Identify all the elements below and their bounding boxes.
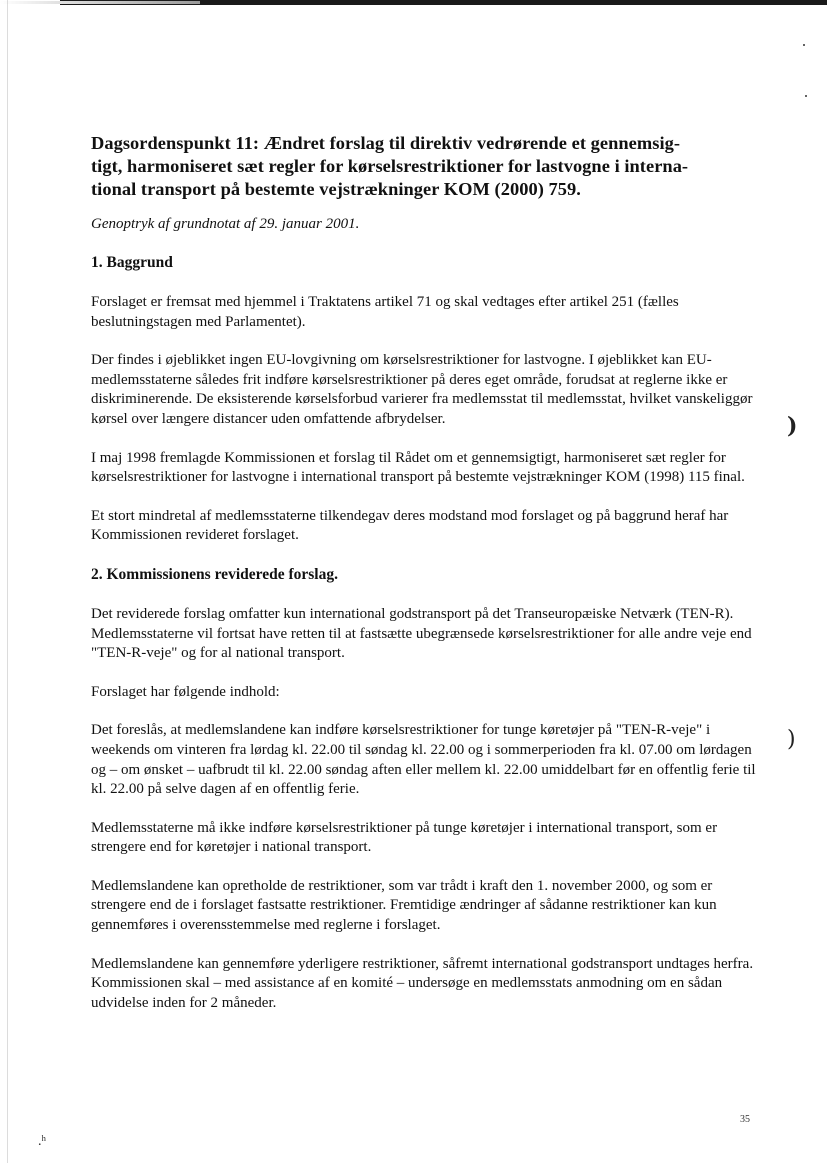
paragraph: Medlemsstaterne må ikke indføre kørselsrestriktioner på tunge køretøjer i international transport, som er strengere end for køretøjer i national transport. (91, 819, 718, 856)
document-body (91, 132, 759, 1013)
binding-hole-mark: ) (787, 413, 798, 439)
section-heading-baggrund: 1. Baggrund (91, 254, 173, 271)
scan-speck (803, 44, 805, 46)
paragraph: Forslaget har følgende indhold: (91, 683, 280, 700)
document-subtitle: Genoptryk af grundnotat af 29. januar 2001. (91, 216, 360, 232)
paragraph: Medlemslandene kan opretholde de restriktioner, som var trådt i kraft den 1. november 2000, og som er strengere end de i forslaget fastsatte restriktioner. Fremtidige ændringer af sådanne restriktioner kan kun gennemføres i overensstemmelse med reglerne i forslaget. (91, 877, 717, 934)
paragraph: Medlemslandene kan gennemføre yderligere restriktioner, såfremt international godstransport undtages herfra. Kommissionen skal – med assistance af en komité – undersøge en medlemsstats anmodning om en sådan udvidelse inden for 2 måneder. (91, 955, 754, 1011)
page-number: 35 (740, 1114, 750, 1125)
binding-hole-mark: ) (787, 727, 796, 752)
document-title (91, 132, 759, 201)
paragraph: Forslaget er fremsat med hjemmel i Traktatens artikel 71 og skal vedtages efter artikel 251 (fælles beslutningstagen med Parlamentet). (91, 294, 679, 330)
scan-speck (805, 95, 807, 97)
paragraph: Et stort mindretal af medlemsstaterne tilkendegav deres modstand mod forslaget og på baggrund heraf har Kommissionen revideret forslaget. (91, 507, 729, 544)
paragraph: Det reviderede forslag omfatter kun international godstransport på det Transeuropæiske Netværk (TEN-R). Medlemsstaterne vil fortsat have retten til at fastsætte ubegrænsede kørselsrestriktioner for alle andre veje end "TEN-R-veje" og for al national transport. (91, 605, 752, 662)
scan-corner-speck: .ʰ (38, 1134, 46, 1149)
paragraph: Der findes i øjeblikket ingen EU-lovgivning om kørselsrestriktioner for lastvogne. I øjeblikket kan EU-medlemsstaterne således frit indføre kørselsrestriktioner på deres eget område, forudsat at reglerne ikke er diskriminerende. De eksisterende kørselsforbud varierer fra medlemsstat til medlemsstat, hvilket vanskeliggør kørsel over længere distancer uden omfattende afbrydelser. (91, 352, 753, 427)
paragraph: Det foreslås, at medlemslandene kan indføre kørselsrestriktioner for tunge køretøjer på "TEN-R-veje" i weekends om vinteren fra lørdag kl. 22.00 til søndag kl. 22.00 og i sommerperioden fra kl. 07.00 om lørdagen og – om ønsket – uafbrudt til kl. 22.00 søndag aften eller mellem kl. 22.00 umiddelbart før en offentlig ferie til kl. 22.00 på selve dagen af en offentlig ferie. (91, 722, 756, 798)
title-line: tional transport på bestemte vejstrækninger KOM (2000) 759. (91, 179, 581, 199)
scan-top-border-fade (0, 1, 200, 4)
paragraph: I maj 1998 fremlagde Kommissionen et forslag til Rådet om et gennemsigtigt, harmoniseret sæt regler for kørselsrestriktioner for lastvogne i international transport på bestemte vejstrækninger KOM (1998) 115 final. (91, 449, 745, 486)
section-heading-reviderede-forslag: 2. Kommissionens reviderede forslag. (91, 565, 338, 583)
title-line: tigt, harmoniseret sæt regler for kørselsrestriktioner for lastvogne i interna- (91, 156, 689, 176)
title-line: Dagsordenspunkt 11: Ændret forslag til direktiv vedrørende et gennemsig- (91, 133, 681, 153)
scan-left-edge-mark (7, 0, 8, 1163)
